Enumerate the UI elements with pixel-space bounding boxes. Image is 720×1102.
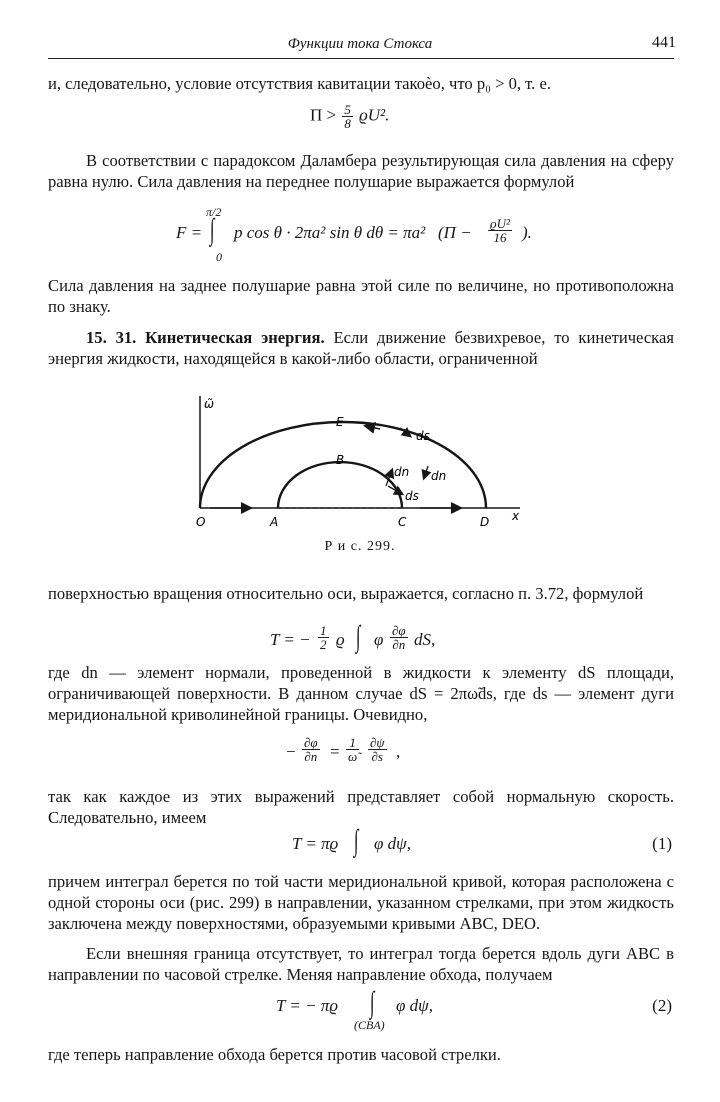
fraction-denominator: 8 (344, 116, 351, 131)
equation-relation-minus: − (286, 742, 296, 761)
arrow-dn-right (424, 466, 428, 478)
equation-relation (286, 733, 446, 773)
page-number: 441 (652, 34, 676, 51)
fraction-dpsi-ds (368, 736, 387, 763)
header-rule (48, 58, 674, 59)
equation-pi (310, 103, 389, 130)
integral-lower-limit: (CBA) (354, 1018, 385, 1032)
equation-pi-lhs: Π > (310, 105, 337, 125)
equation-force-integrand: p cos θ · 2πa² sin θ dθ = πa² (234, 223, 426, 242)
paragraph-1-text: и, следовательно, условие отсутствия кавитации такоѐо, что (48, 74, 473, 93)
equation-force (176, 205, 556, 265)
equation-relation-equals: = (330, 742, 340, 761)
figure-299 (190, 390, 530, 530)
paragraph-6: так как каждое из этих выражений представляет собой нормальную скорость. Следовательно, имеем (48, 787, 674, 827)
integral-sign: ∫ (369, 986, 375, 1019)
paragraph-7: причем интеграл берется по той части меридиональной кривой, которая расположена с одной стороны оси (рис. 299) в направлении, указанном стрелками, при этом жидкость заключена между поверхностями, образуемыми кривыми ABC, DEO. (48, 872, 674, 933)
equation-t-surface-phi: φ (374, 630, 384, 649)
fraction-numerator: ϱU² (490, 216, 510, 231)
equation-pi-rhs: ϱU². (359, 105, 390, 125)
equation-2 (276, 988, 476, 1038)
equation-1-number: (1) (652, 834, 672, 853)
fraction-denominator: 16 (493, 230, 507, 245)
figure-caption: Р и с. 299. (324, 539, 396, 554)
integral-upper-limit: π/2 (206, 205, 222, 219)
equation-t-surface (270, 620, 490, 660)
paragraph-5: где dn — элемент нормали, проведенной в жидкости к элементу dS площади, ограничивающей поверхности. В данном случае dS = 2πω̃ds, где ds — элемент дуги меридиональной криволинейной границы. Очевидно, (48, 663, 674, 724)
equation-t-surface-rho: ϱ (336, 630, 345, 649)
section-text: Если движение безвихревое, то кинетическая энергия жидкости, находящейся в какой-либо области, ограниченной (48, 328, 674, 368)
label-ds-top: ds (416, 429, 430, 443)
fraction-dphi-dn (390, 624, 408, 651)
equation-2-number: (2) (652, 996, 672, 1015)
equation-relation-comma: , (396, 742, 401, 761)
paragraph-4: поверхностью вращения относительно оси, выражается, согласно п. 3.72, формулой (48, 584, 644, 603)
arrow-outer-arc (366, 426, 380, 429)
equation-2-rhs: φ dψ, (396, 996, 433, 1015)
equation-t-surface-lhs: T = − (270, 630, 311, 649)
fraction-denominator: ω̃ (348, 749, 358, 764)
inner-arc-abc (278, 462, 402, 508)
label-dn-left: dn (394, 465, 410, 479)
fraction-numerator: ∂φ (304, 735, 318, 750)
fraction-denominator: ∂n (304, 749, 318, 764)
label-d: D (480, 515, 490, 529)
fraction-denominator: 2 (320, 637, 327, 652)
section-title: Кинетическая энергия. (145, 328, 325, 347)
fraction-denominator: ∂s (371, 749, 383, 764)
running-header: Функции тока Стокса (287, 36, 433, 52)
section-number: 15. 31. (86, 328, 137, 347)
fraction-numerator: 1 (346, 736, 359, 750)
equation-1-lhs: T = πϱ (292, 834, 339, 853)
integral-sign: ∫ (355, 620, 361, 653)
section-15-31 (48, 327, 674, 369)
label-o: O (196, 515, 206, 529)
integral-lower-limit: 0 (216, 250, 222, 264)
label-x: x (512, 509, 520, 523)
fraction-half (318, 624, 329, 651)
equation-1 (292, 826, 472, 862)
fraction-dphi-dn (302, 736, 320, 763)
fraction-numerator: ∂φ (392, 623, 406, 638)
label-omega: ω̃ (204, 397, 215, 411)
equation-t-surface-tail: dS, (414, 630, 436, 649)
label-b: B (336, 453, 345, 467)
fraction-rho-u2-16 (488, 217, 512, 244)
integral-sign: ∫ (209, 213, 215, 246)
fraction-numerator: 1 (320, 623, 327, 638)
label-dn-right: dn (431, 469, 447, 483)
paragraph-1 (48, 73, 674, 94)
cavitation-condition: p₀ > 0, т. е. (476, 74, 551, 93)
equation-force-lhs: F = (176, 223, 203, 242)
label-a: A (270, 515, 279, 529)
equation-force-paren-close: ). (522, 223, 532, 242)
equation-2-lhs: T = − πϱ (276, 996, 338, 1015)
paragraph-3: Сила давления на заднее полушарие равна этой силе по величине, но противоположна по знаку. (48, 276, 674, 316)
fraction-1-omega (346, 736, 359, 763)
equation-1-rhs: φ dψ, (374, 834, 411, 853)
paragraph-8: Если внешняя граница отсутствует, то интеграл тогда берется вдоль дуги ABC в направлении по часовой стрелке. Меняя направление обхода, получаем (48, 944, 674, 984)
label-ds-low: ds (405, 489, 419, 503)
fraction-numerator: 5 (344, 102, 351, 117)
paragraph-9: где теперь направление обхода берется против часовой стрелки. (48, 1045, 501, 1064)
fraction-numerator: ∂ψ (370, 735, 385, 750)
integral-sign: ∫ (353, 824, 359, 857)
equation-force-paren-open: (Π − (438, 223, 472, 242)
label-c: C (398, 515, 407, 529)
label-e: E (336, 415, 344, 429)
paragraph-2: В соответствии с парадоксом Даламбера результирующая сила давления на сферу равна нулю. Сила давления на переднее полушарие выражается формулой (48, 151, 674, 191)
fraction-denominator: ∂n (392, 637, 406, 652)
fraction-5-8 (342, 103, 353, 130)
